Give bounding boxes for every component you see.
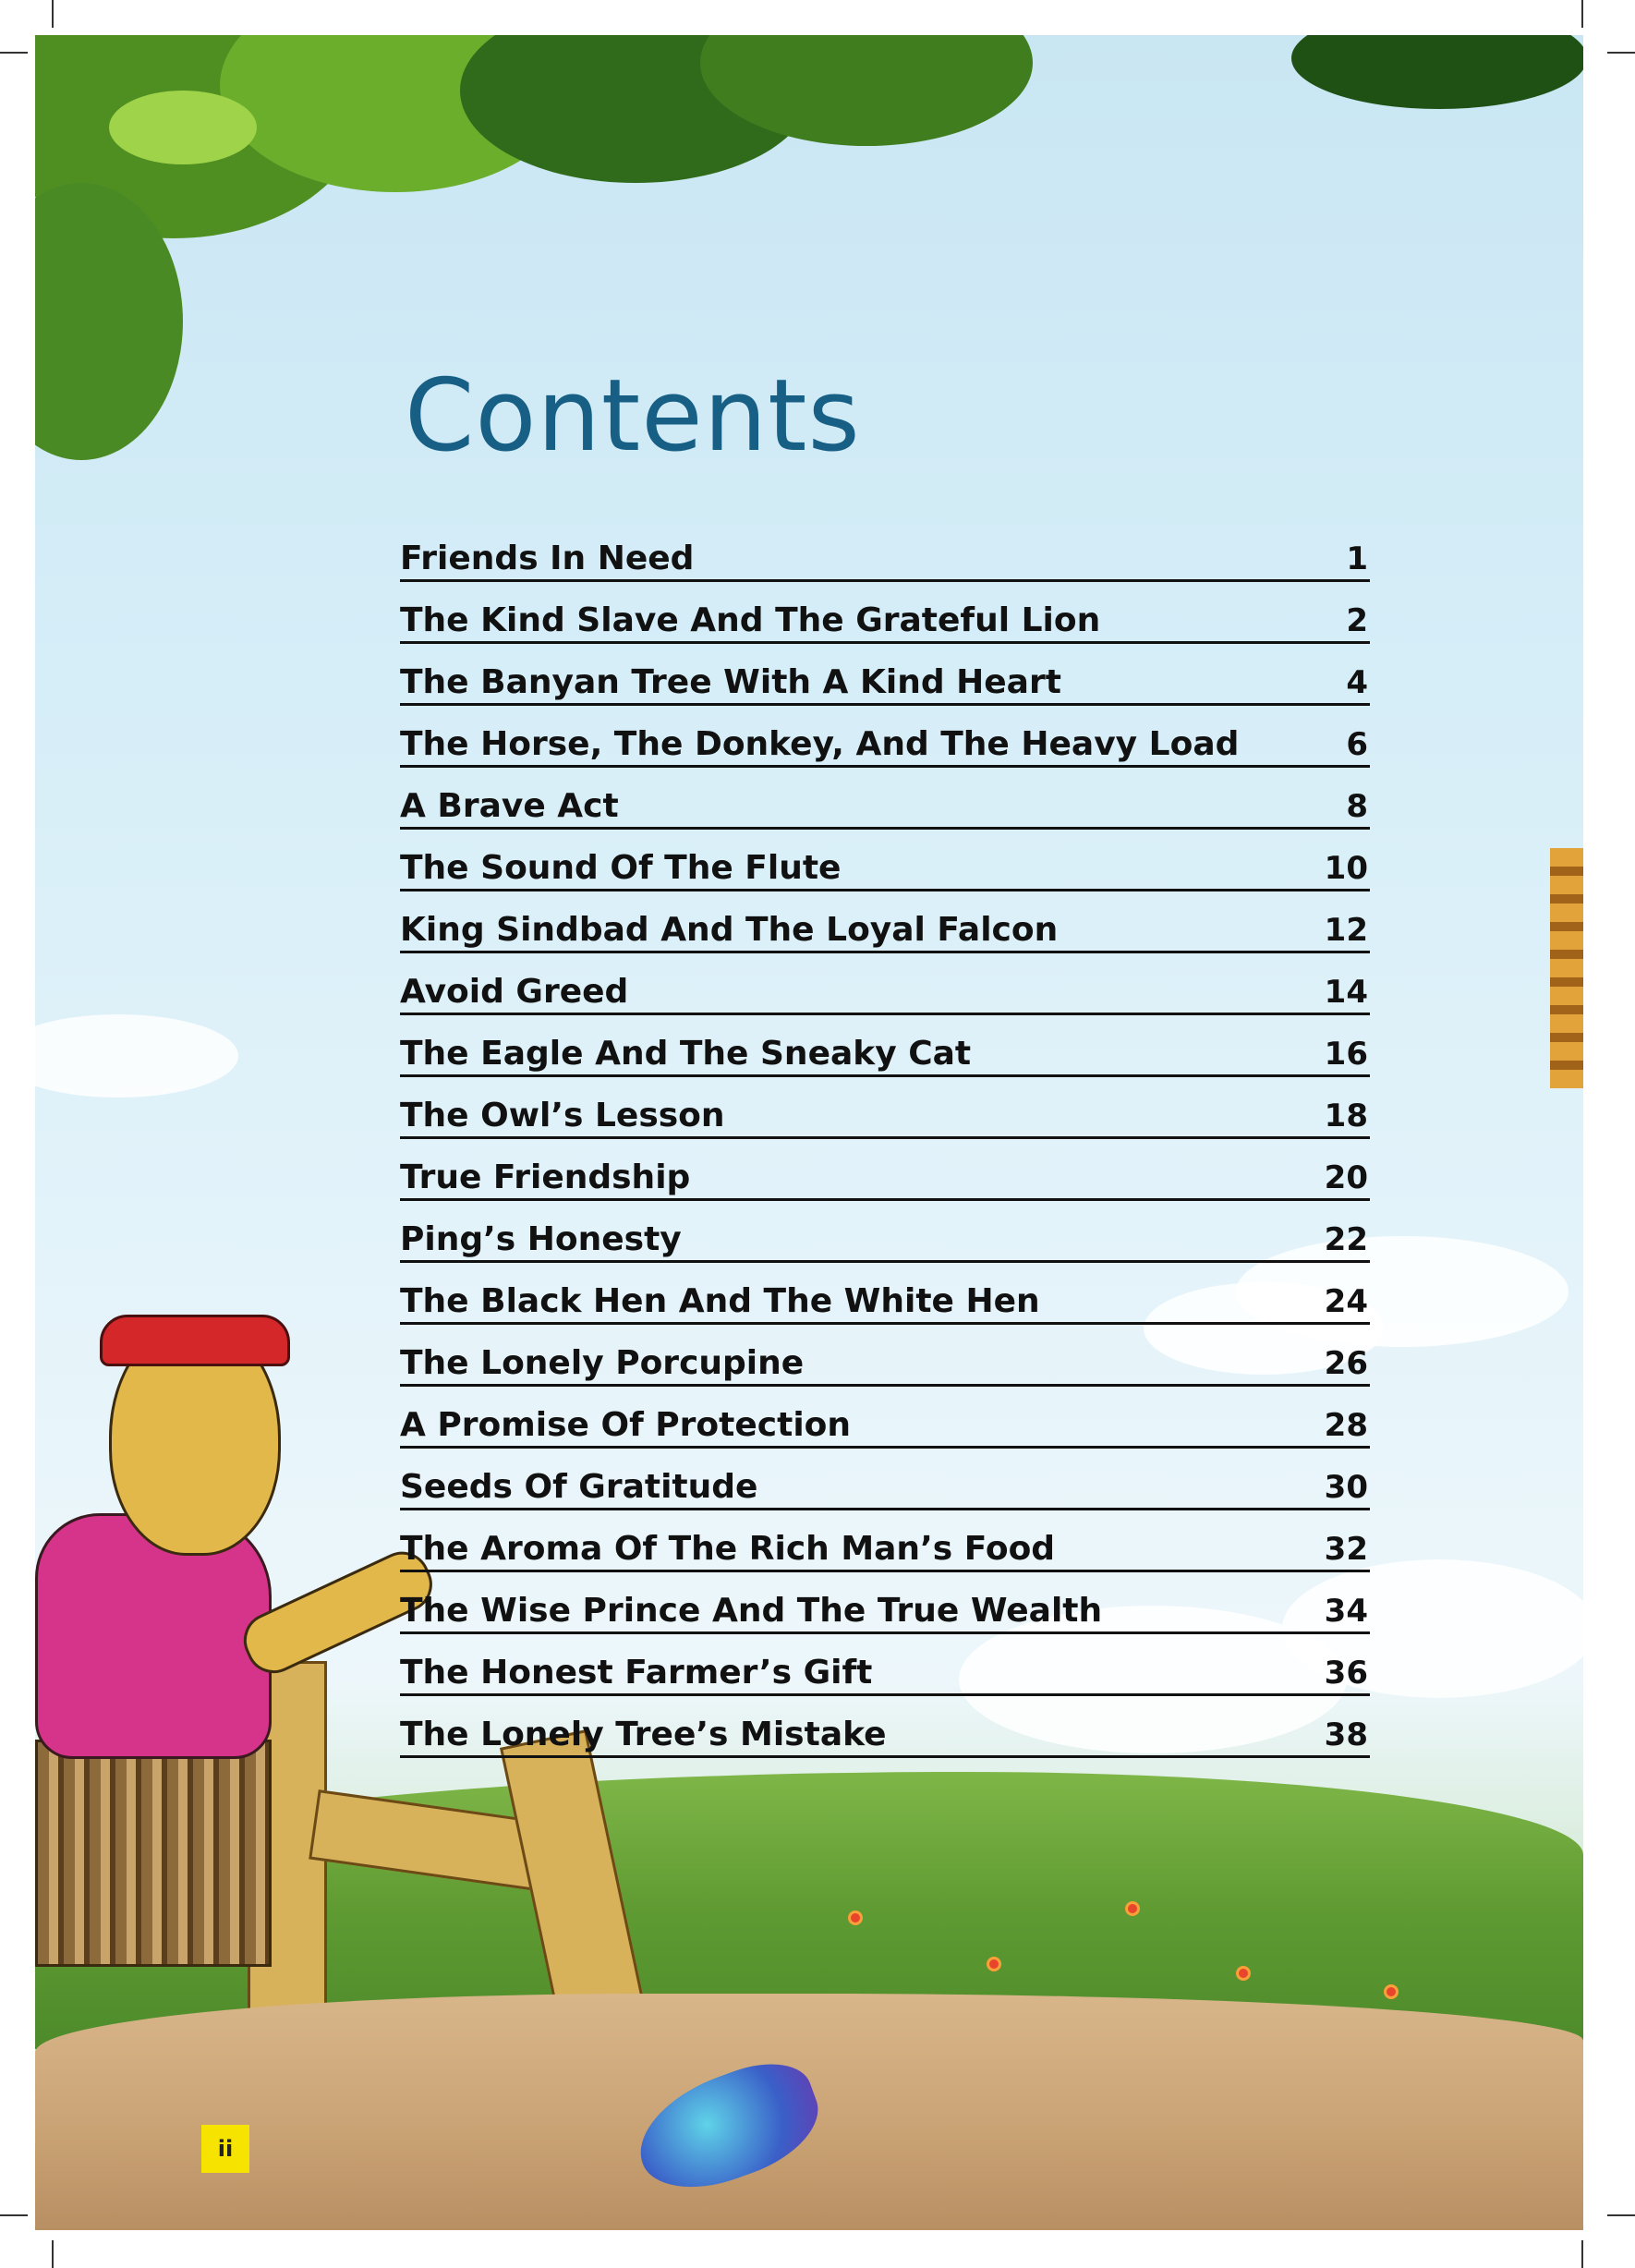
toc-entry[interactable] — [400, 644, 1370, 706]
toc-entry-page: 1 — [1346, 540, 1368, 577]
crop-mark — [1607, 2214, 1635, 2216]
flower — [1384, 1984, 1399, 1999]
toc-entry-title: The Lonely Porcupine — [400, 1344, 805, 1382]
toc-entry-page: 30 — [1324, 1469, 1368, 1506]
toc-entry[interactable] — [400, 1201, 1370, 1263]
toc-entry-title: Seeds Of Gratitude — [400, 1468, 758, 1506]
page-title: Contents — [405, 358, 861, 474]
toc-entry-title: The Aroma Of The Rich Man’s Food — [400, 1530, 1056, 1568]
toc-entry-page: 38 — [1324, 1716, 1368, 1753]
page-number-badge: ii — [201, 2125, 249, 2173]
toc-entry-title: Friends In Need — [400, 540, 695, 577]
toc-entry-page: 2 — [1346, 602, 1368, 639]
toc-entry-page: 32 — [1324, 1531, 1368, 1568]
toc-entry-page: 22 — [1324, 1221, 1368, 1258]
flower — [1236, 1966, 1251, 1981]
crop-mark — [52, 0, 54, 28]
toc-entry-page: 18 — [1324, 1098, 1368, 1134]
toc-entry[interactable] — [400, 1015, 1370, 1077]
toc-entry[interactable] — [400, 953, 1370, 1015]
toc-entry-page: 10 — [1324, 850, 1368, 887]
toc-entry[interactable] — [400, 520, 1370, 582]
giraffe-illustration — [1550, 848, 1583, 1088]
toc-entry-title: The Kind Slave And The Grateful Lion — [400, 601, 1101, 639]
flower — [848, 1910, 863, 1925]
flower — [987, 1957, 1001, 1971]
toc-entry[interactable] — [400, 1263, 1370, 1325]
toc-entry-title: True Friendship — [400, 1158, 691, 1196]
cloud — [35, 1014, 238, 1098]
crop-mark — [52, 2240, 54, 2268]
toc-entry[interactable] — [400, 830, 1370, 891]
toc-entry[interactable] — [400, 891, 1370, 953]
crop-mark — [1607, 52, 1635, 54]
tree-foliage — [1291, 35, 1583, 109]
man-illustration-lungi — [35, 1740, 272, 1967]
toc-entry-page: 36 — [1324, 1655, 1368, 1692]
toc-entry-page: 26 — [1324, 1345, 1368, 1382]
contents-page — [35, 35, 1583, 2230]
toc-entry[interactable] — [400, 1077, 1370, 1139]
flower — [1125, 1901, 1140, 1916]
toc-entry-page: 8 — [1346, 788, 1368, 825]
toc-entry[interactable] — [400, 706, 1370, 768]
toc-entry-title: King Sindbad And The Loyal Falcon — [400, 911, 1059, 949]
toc-entry-title: The Eagle And The Sneaky Cat — [400, 1035, 972, 1073]
toc-entry[interactable] — [400, 1387, 1370, 1449]
man-illustration-headband — [100, 1315, 290, 1366]
toc-entry-page: 34 — [1324, 1593, 1368, 1630]
toc-entry-page: 16 — [1324, 1036, 1368, 1073]
toc-entry-title: Ping’s Honesty — [400, 1220, 682, 1258]
toc-entry[interactable] — [400, 1696, 1370, 1758]
toc-entry-page: 28 — [1324, 1407, 1368, 1444]
man-illustration-shirt — [35, 1513, 272, 1759]
toc-entry-title: The Banyan Tree With A Kind Heart — [400, 663, 1061, 701]
toc-entry-title: A Brave Act — [400, 787, 619, 825]
toc-entry-page: 14 — [1324, 974, 1368, 1011]
toc-entry-title: The Lonely Tree’s Mistake — [400, 1716, 887, 1753]
toc-entry-page: 12 — [1324, 912, 1368, 949]
toc-entry[interactable] — [400, 768, 1370, 830]
crop-mark — [0, 2214, 28, 2216]
crop-mark — [1581, 2240, 1583, 2268]
toc-entry-page: 4 — [1346, 664, 1368, 701]
toc-entry[interactable] — [400, 582, 1370, 644]
crop-mark — [0, 52, 28, 54]
toc-entry-page: 24 — [1324, 1283, 1368, 1320]
toc-entry[interactable] — [400, 1449, 1370, 1510]
toc-entry-title: The Black Hen And The White Hen — [400, 1282, 1040, 1320]
toc-entry[interactable] — [400, 1572, 1370, 1634]
tree-foliage — [109, 91, 257, 164]
toc-entry-title: A Promise Of Protection — [400, 1406, 852, 1444]
toc-entry[interactable] — [400, 1139, 1370, 1201]
toc-entry[interactable] — [400, 1510, 1370, 1572]
toc-entry-title: Avoid Greed — [400, 973, 629, 1011]
toc-entry-title: The Wise Prince And The True Wealth — [400, 1592, 1103, 1630]
toc-entry-page: 6 — [1346, 726, 1368, 763]
toc-entry-page: 20 — [1324, 1159, 1368, 1196]
toc-entry[interactable] — [400, 1634, 1370, 1696]
toc-entry-title: The Owl’s Lesson — [400, 1097, 725, 1134]
toc-entry-title: The Horse, The Donkey, And The Heavy Load — [400, 725, 1240, 763]
toc-entry-title: The Honest Farmer’s Gift — [400, 1654, 873, 1692]
crop-mark — [1581, 0, 1583, 28]
table-of-contents — [400, 520, 1370, 1758]
toc-entry[interactable] — [400, 1325, 1370, 1387]
toc-entry-title: The Sound Of The Flute — [400, 849, 842, 887]
